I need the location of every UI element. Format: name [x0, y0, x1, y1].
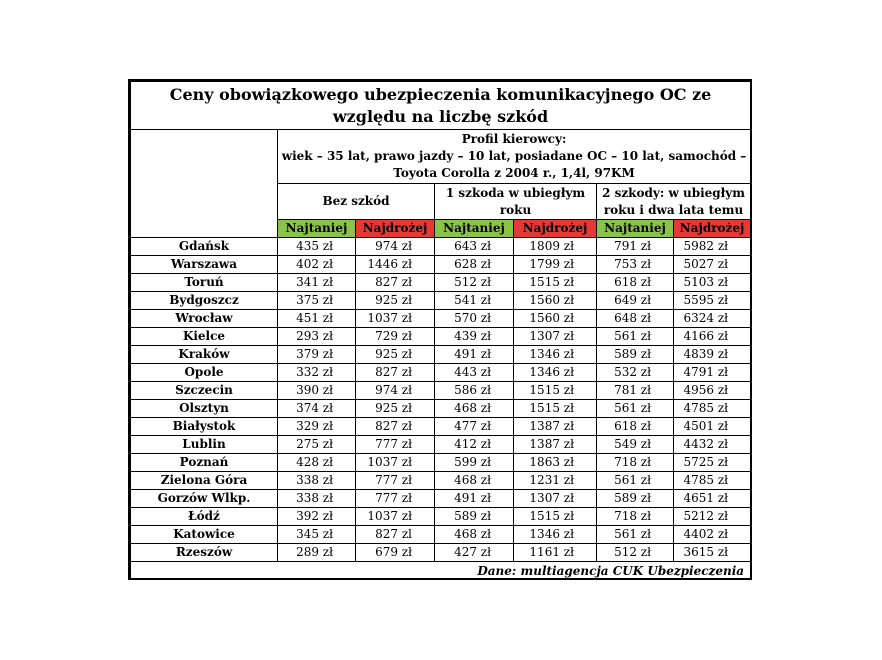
price-cell: 491 zł: [435, 346, 514, 364]
price-cell: 402 zł: [278, 256, 356, 274]
table-row: [131, 508, 751, 526]
price-cell: 390 zł: [278, 382, 356, 400]
price-cell: 1446 zł: [356, 256, 435, 274]
price-cell: 289 zł: [278, 544, 356, 562]
city-cell: Rzeszów: [131, 544, 278, 562]
price-cell: 1515 zł: [514, 274, 597, 292]
city-cell: Warszawa: [131, 256, 278, 274]
price-cell: 729 zł: [356, 328, 435, 346]
price-cell: 3615 zł: [674, 544, 751, 562]
price-cell: 974 zł: [356, 382, 435, 400]
price-cell: 451 zł: [278, 310, 356, 328]
price-cell: 1863 zł: [514, 454, 597, 472]
price-cell: 4785 zł: [674, 472, 751, 490]
city-cell: Białystok: [131, 418, 278, 436]
price-cell: 5212 zł: [674, 508, 751, 526]
table-row: [131, 274, 751, 292]
price-cell: 374 zł: [278, 400, 356, 418]
price-cell: 468 zł: [435, 526, 514, 544]
table-row: [131, 544, 751, 562]
price-cell: 5982 zł: [674, 238, 751, 256]
price-cell: 439 zł: [435, 328, 514, 346]
price-cell: 777 zł: [356, 436, 435, 454]
price-cell: 1387 zł: [514, 418, 597, 436]
city-cell: Łódź: [131, 508, 278, 526]
subheader-most-expensive: Najdrożej: [356, 220, 435, 238]
price-cell: 4501 zł: [674, 418, 751, 436]
price-cell: 1346 zł: [514, 364, 597, 382]
subheader-most-expensive: Najdrożej: [674, 220, 751, 238]
corner-cell: [131, 130, 278, 238]
table-row: [131, 328, 751, 346]
price-cell: 1037 zł: [356, 508, 435, 526]
city-cell: Bydgoszcz: [131, 292, 278, 310]
price-cell: 643 zł: [435, 238, 514, 256]
table-row: [131, 526, 751, 544]
price-cell: 925 zł: [356, 292, 435, 310]
price-cell: 4791 zł: [674, 364, 751, 382]
price-cell: 925 zł: [356, 400, 435, 418]
city-cell: Gorzów Wlkp.: [131, 490, 278, 508]
price-cell: 561 zł: [597, 328, 674, 346]
price-cell: 4785 zł: [674, 400, 751, 418]
price-cell: 6324 zł: [674, 310, 751, 328]
table-row: [131, 382, 751, 400]
table-row: [131, 490, 751, 508]
price-cell: 1161 zł: [514, 544, 597, 562]
table-title: Ceny obowiązkowego ubezpieczenia komunikacyjnego OC ze względu na liczbę szkód: [131, 82, 751, 130]
table-row: [131, 400, 751, 418]
price-cell: 379 zł: [278, 346, 356, 364]
price-cell: 974 zł: [356, 238, 435, 256]
price-cell: 618 zł: [597, 418, 674, 436]
price-cell: 1809 zł: [514, 238, 597, 256]
price-cell: 1037 zł: [356, 454, 435, 472]
price-cell: 1799 zł: [514, 256, 597, 274]
price-cell: 427 zł: [435, 544, 514, 562]
price-cell: 618 zł: [597, 274, 674, 292]
driver-profile-label: Profil kierowcy:: [461, 132, 567, 146]
price-cell: 275 zł: [278, 436, 356, 454]
table-row: [131, 364, 751, 382]
price-cell: 512 zł: [435, 274, 514, 292]
city-cell: Olsztyn: [131, 400, 278, 418]
price-cell: 375 zł: [278, 292, 356, 310]
city-cell: Kraków: [131, 346, 278, 364]
source-note: Dane: multiagencja CUK Ubezpieczenia: [131, 562, 751, 581]
price-cell: 827 zł: [356, 418, 435, 436]
price-cell: 4651 zł: [674, 490, 751, 508]
price-cell: 329 zł: [278, 418, 356, 436]
price-cell: 827 zł: [356, 364, 435, 382]
price-cell: 428 zł: [278, 454, 356, 472]
price-cell: 4839 zł: [674, 346, 751, 364]
price-cell: 5725 zł: [674, 454, 751, 472]
price-cell: 5103 zł: [674, 274, 751, 292]
price-cell: 718 zł: [597, 454, 674, 472]
price-cell: 491 zł: [435, 490, 514, 508]
group-header-two-claims: 2 szkody: w ubiegłym roku i dwa lata temu: [597, 184, 751, 220]
price-cell: 338 zł: [278, 490, 356, 508]
price-cell: 589 zł: [597, 490, 674, 508]
price-cell: 1515 zł: [514, 400, 597, 418]
price-cell: 679 zł: [356, 544, 435, 562]
table-row: [131, 292, 751, 310]
price-cell: 477 zł: [435, 418, 514, 436]
price-cell: 827 zł: [356, 274, 435, 292]
price-cell: 332 zł: [278, 364, 356, 382]
price-cell: 1346 zł: [514, 346, 597, 364]
price-cell: 781 zł: [597, 382, 674, 400]
price-cell: 1515 zł: [514, 508, 597, 526]
price-cell: 4402 zł: [674, 526, 751, 544]
price-cell: 589 zł: [597, 346, 674, 364]
table-row: [131, 454, 751, 472]
price-cell: 753 zł: [597, 256, 674, 274]
price-cell: 570 zł: [435, 310, 514, 328]
price-cell: 5595 zł: [674, 292, 751, 310]
price-cell: 4432 zł: [674, 436, 751, 454]
price-cell: 561 zł: [597, 526, 674, 544]
price-cell: 4166 zł: [674, 328, 751, 346]
driver-profile: [278, 130, 751, 184]
price-cell: 827 zl: [356, 526, 435, 544]
price-cell: 649 zł: [597, 292, 674, 310]
price-cell: 412 zł: [435, 436, 514, 454]
price-cell: 777 zł: [356, 472, 435, 490]
price-cell: 392 zł: [278, 508, 356, 526]
price-cell: 293 zł: [278, 328, 356, 346]
price-cell: 589 zł: [435, 508, 514, 526]
price-cell: 468 zł: [435, 472, 514, 490]
table-row: [131, 436, 751, 454]
price-cell: 1307 zł: [514, 490, 597, 508]
price-cell: 468 zł: [435, 400, 514, 418]
price-cell: 718 zł: [597, 508, 674, 526]
city-cell: Szczecin: [131, 382, 278, 400]
city-cell: Wrocław: [131, 310, 278, 328]
city-cell: Opole: [131, 364, 278, 382]
price-cell: 341 zł: [278, 274, 356, 292]
table-row: [131, 346, 751, 364]
city-cell: Lublin: [131, 436, 278, 454]
subheader-cheapest: Najtaniej: [597, 220, 674, 238]
price-cell: 549 zł: [597, 436, 674, 454]
city-cell: Poznań: [131, 454, 278, 472]
price-cell: 791 zł: [597, 238, 674, 256]
city-cell: Katowice: [131, 526, 278, 544]
price-cell: 1560 zł: [514, 292, 597, 310]
city-cell: Kielce: [131, 328, 278, 346]
price-cell: 1307 zł: [514, 328, 597, 346]
price-cell: 1231 zł: [514, 472, 597, 490]
table-row: [131, 238, 751, 256]
table-row: [131, 310, 751, 328]
price-cell: 586 zł: [435, 382, 514, 400]
price-cell: 512 zł: [597, 544, 674, 562]
price-cell: 1037 zł: [356, 310, 435, 328]
city-cell: Gdańsk: [131, 238, 278, 256]
oc-price-table: [130, 81, 751, 580]
subheader-cheapest: Najtaniej: [435, 220, 514, 238]
table-row: [131, 418, 751, 436]
group-header-no-claims: Bez szkód: [278, 184, 435, 220]
price-cell: 599 zł: [435, 454, 514, 472]
price-cell: 1515 zł: [514, 382, 597, 400]
price-cell: 338 zł: [278, 472, 356, 490]
price-cell: 345 zł: [278, 526, 356, 544]
subheader-cheapest: Najtaniej: [278, 220, 356, 238]
subheader-most-expensive: Najdrożej: [514, 220, 597, 238]
table-row: [131, 472, 751, 490]
price-cell: 435 zł: [278, 238, 356, 256]
price-cell: 925 zł: [356, 346, 435, 364]
price-cell: 1387 zł: [514, 436, 597, 454]
oc-price-table-frame: [128, 79, 752, 580]
price-cell: 1346 zł: [514, 526, 597, 544]
price-cell: 4956 zł: [674, 382, 751, 400]
city-cell: Toruń: [131, 274, 278, 292]
price-cell: 541 zł: [435, 292, 514, 310]
price-cell: 648 zł: [597, 310, 674, 328]
price-cell: 561 zł: [597, 400, 674, 418]
price-cell: 5027 zł: [674, 256, 751, 274]
price-cell: 777 zł: [356, 490, 435, 508]
driver-profile-details: wiek – 35 lat, prawo jazdy – 10 lat, posiadane OC – 10 lat, samochód – Toyota Corolla z 2004 r., 1,4l, 97KM: [281, 149, 747, 180]
price-cell: 1560 zł: [514, 310, 597, 328]
group-header-one-claim: 1 szkoda w ubiegłym roku: [435, 184, 597, 220]
price-cell: 443 zł: [435, 364, 514, 382]
table-row: [131, 256, 751, 274]
price-cell: 628 zł: [435, 256, 514, 274]
price-cell: 561 zł: [597, 472, 674, 490]
city-cell: Zielona Góra: [131, 472, 278, 490]
price-cell: 532 zł: [597, 364, 674, 382]
